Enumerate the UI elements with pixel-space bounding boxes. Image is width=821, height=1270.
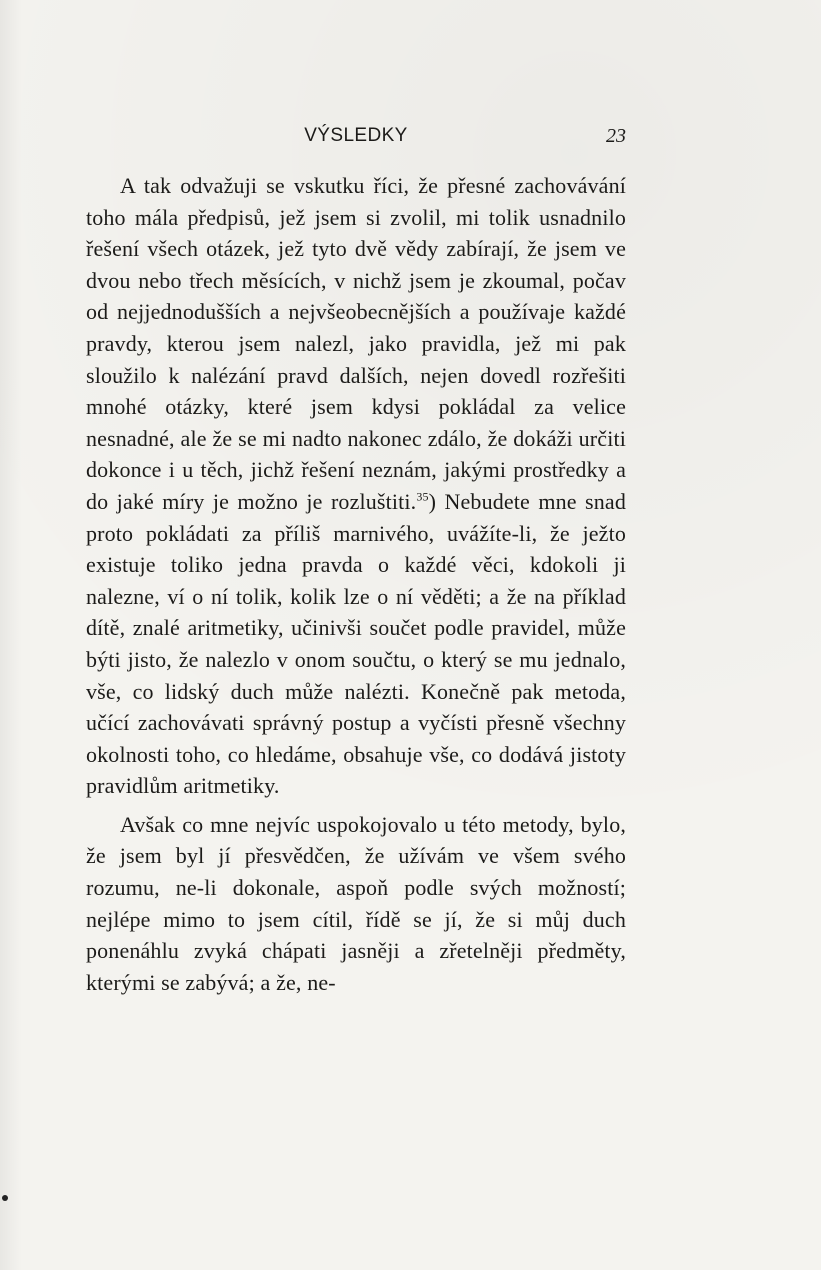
page-number: 23 [606, 125, 626, 147]
page-header [86, 125, 626, 153]
paragraph-1-continuation: ) Nebudete mne snad proto pokládati za příliš marnivého, uvážíte-li, že ježto existuje toliko jedna pravda o každé věci, kdokoli ji nalezne, ví o ní tolik, kolik lze o ní věděti; a že na příklad dítě, znalé aritmetiky, učinivši součet podle pravidel, může býti jisto, že nalezlo v onom součtu, o který se mu jednalo, vše, co lidský duch může nalézti. Konečně pak metoda, učící zachovávati správný postup a vyčísti přesně všechny okolnosti toho, co hledáme, obsahuje vše, co dodává jistoty pravidlům aritmetiky. [86, 488, 626, 799]
ink-speck [2, 1195, 8, 1201]
running-head: VÝSLEDKY [304, 125, 408, 146]
footnote-marker: 35 [416, 489, 429, 504]
paragraph-2: Avšak co mne nejvíc uspokojovalo u této metody, bylo, že jsem byl jí přesvědčen, že užívám ve všem svého rozumu, ne-li dokonale, aspoň podle svých možností; nejlépe mimo to jsem cítil, řídě se jí, že si můj duch ponenáhlu zvyká chápati jasněji a zřetelněji předměty, kterými se zabývá; a že, ne- [86, 811, 626, 995]
body-text [86, 170, 626, 998]
paragraph-1-text: A tak odvažuji se vskutku říci, že přesné zachovávání toho mála předpisů, jež jsem si zvolil, mi tolik usnadnilo řešení všech otázek, jež tyto dvě vědy zabírají, že jsem ve dvou nebo třech měsících, v nichž jsem je zkoumal, počav od nejjednodušších a nejvšeobecnějších a používaje každé pravdy, kterou jsem nalezl, jako pravidla, jež mi pak sloužilo k nalézání pravd dalších, nejen dovedl rozřešiti mnohé otázky, které jsem kdysi pokládal za velice nesnadné, ale že se mi nadto nakonec zdálo, že dokáži určiti dokonce i u těch, jichž řešení neznám, jakými prostředky a do jaké míry je možno je rozluštiti. [86, 173, 626, 514]
paragraph-1 [86, 170, 626, 802]
